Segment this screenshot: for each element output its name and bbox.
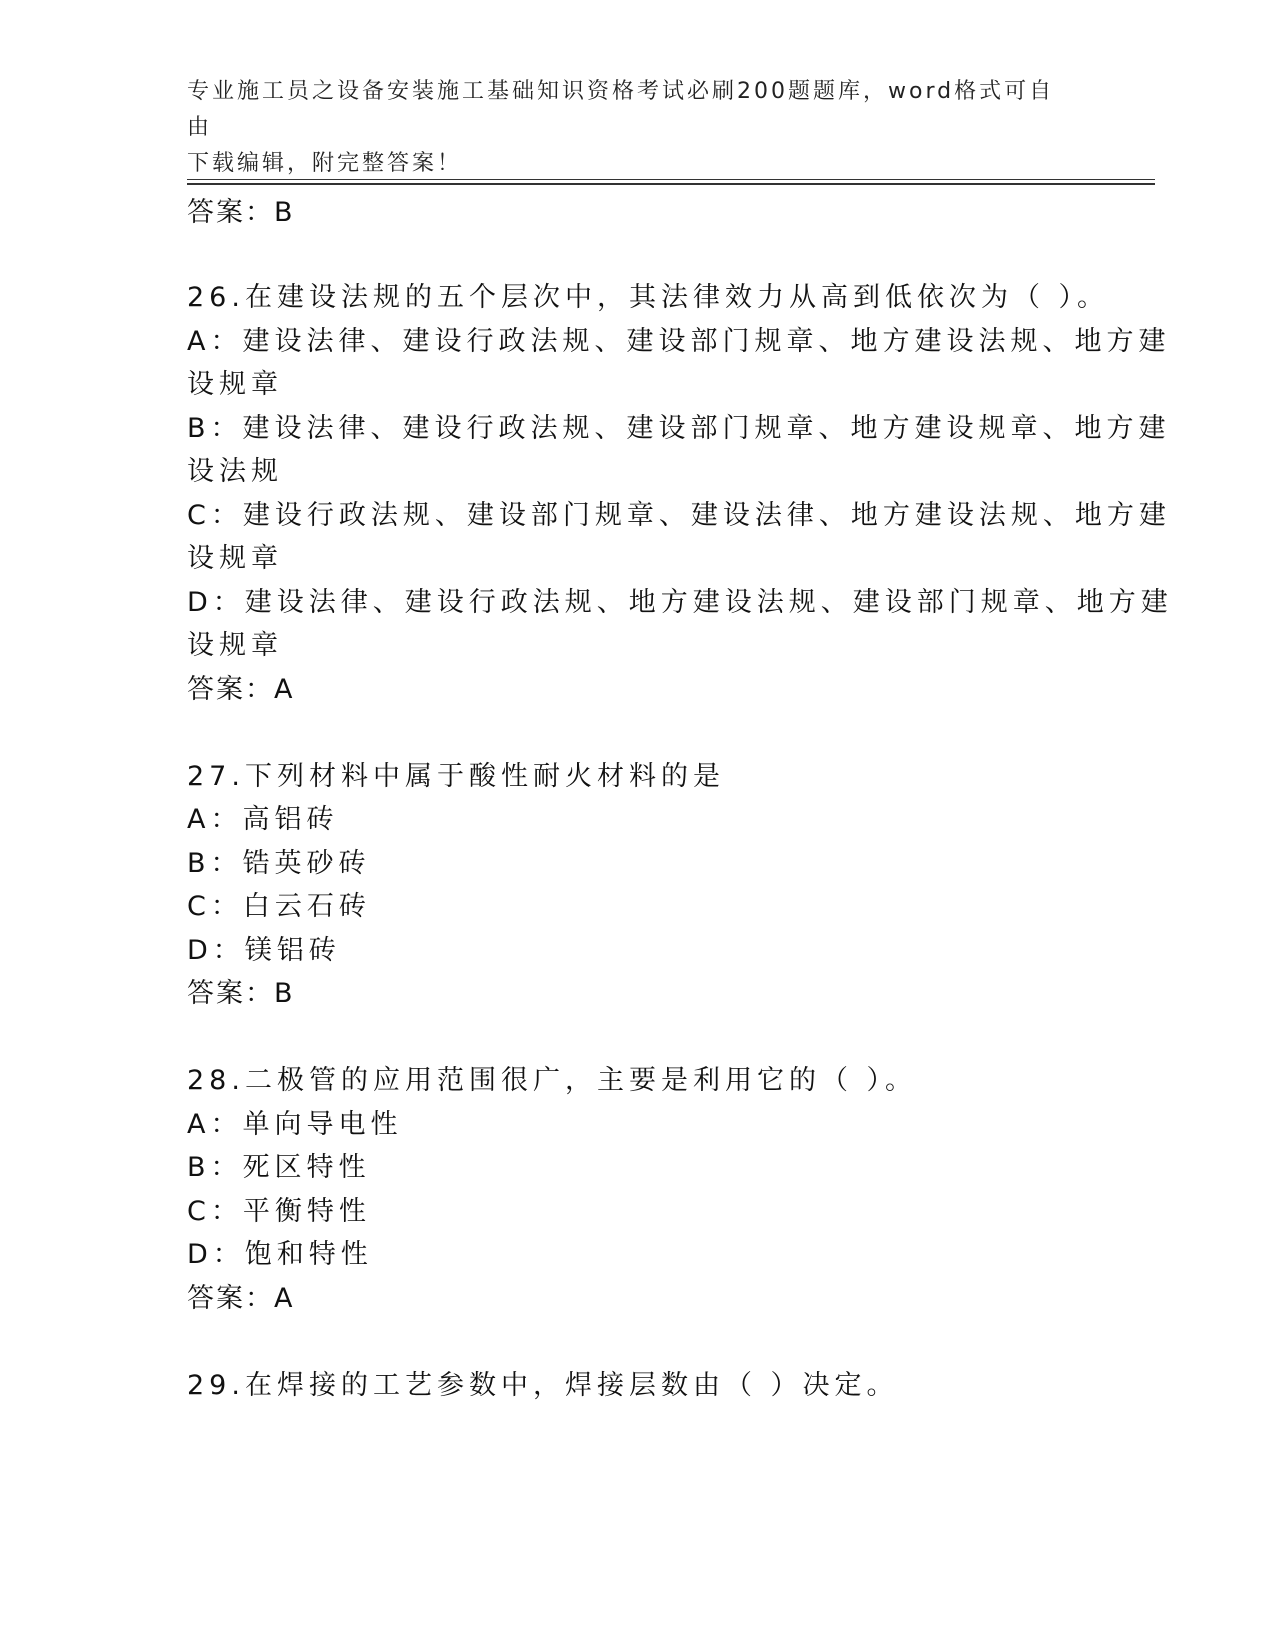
document-header: [187, 74, 1067, 182]
header-rule-thick: [187, 183, 1155, 185]
question-stem: 29.在焊接的工艺参数中，焊接层数由（ ）决定。: [187, 1370, 899, 1401]
option-c: C：建设行政法规、建设部门规章、建设法律、地方建设法规、地方建: [187, 500, 1171, 531]
question-stem: 28.二极管的应用范围很广，主要是利用它的（ ）。: [187, 1065, 918, 1096]
answer-line: 答案：A: [187, 674, 295, 705]
option-b: B：锆英砂砖: [187, 848, 371, 879]
option-a: A：单向导电性: [187, 1109, 403, 1140]
answer-line: 答案：A: [187, 1283, 295, 1314]
option-d: D：饱和特性: [187, 1239, 373, 1270]
answer-line: 答案：B: [187, 197, 295, 228]
option-a: A：高铝砖: [187, 804, 339, 835]
option-c: C：平衡特性: [187, 1196, 371, 1227]
option-a-cont: 设规章: [187, 369, 283, 400]
header-line-1: 专业施工员之设备安装施工基础知识资格考试必刷200题题库，word格式可自由: [187, 79, 1055, 140]
header-rule-thin: [187, 179, 1155, 180]
option-d-cont: 设规章: [187, 630, 283, 661]
header-line-2: 下载编辑，附完整答案！: [187, 151, 463, 176]
option-a: A：建设法律、建设行政法规、建设部门规章、地方建设法规、地方建: [187, 326, 1171, 357]
option-b: B：死区特性: [187, 1152, 371, 1183]
question-stem: 26.在建设法规的五个层次中，其法律效力从高到低依次为（ ）。: [187, 282, 1110, 313]
question-stem: 27.下列材料中属于酸性耐火材料的是: [187, 761, 725, 792]
answer-line: 答案：B: [187, 978, 295, 1009]
option-c-cont: 设规章: [187, 543, 283, 574]
option-c: C：白云石砖: [187, 891, 371, 922]
option-d: D：建设法律、建设行政法规、地方建设法规、建设部门规章、地方建: [187, 587, 1173, 618]
option-b: B：建设法律、建设行政法规、建设部门规章、地方建设规章、地方建: [187, 413, 1171, 444]
option-d: D：镁铝砖: [187, 935, 341, 966]
option-b-cont: 设法规: [187, 456, 283, 487]
